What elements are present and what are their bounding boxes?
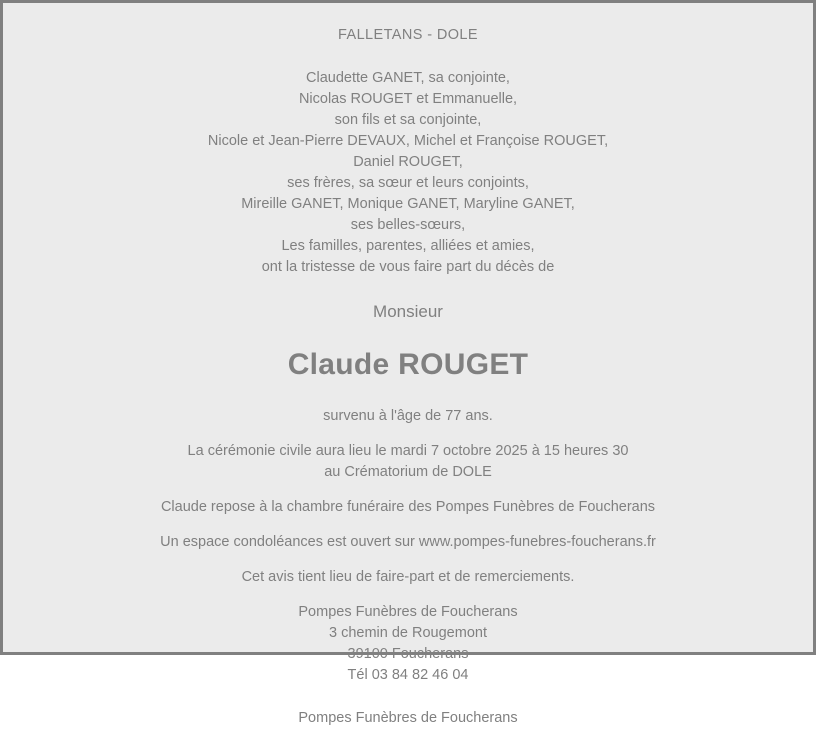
family-line: Claudette GANET, sa conjointe, [306, 70, 510, 86]
repose-block [43, 497, 773, 518]
acknowledgment-block [43, 567, 773, 588]
spacer [43, 518, 773, 532]
family-line: Daniel ROUGET, [353, 154, 463, 170]
family-line: son fils et sa conjointe, [334, 112, 482, 128]
family-block [43, 68, 773, 278]
condolences-line: Un espace condoléances est ouvert sur www.pompes-funebres-foucherans.fr [160, 534, 656, 550]
spacer [43, 553, 773, 567]
condolences-block [43, 532, 773, 553]
family-line: Mireille GANET, Monique GANET, Maryline GANET, [241, 196, 575, 212]
spacer [43, 427, 773, 441]
family-line: ont la tristesse de vous faire part du décès de [261, 259, 555, 275]
spacer [43, 588, 773, 602]
age-at-death: survenu à l'âge de 77 ans. [323, 408, 493, 424]
ceremony-line: La cérémonie civile aura lieu le mardi 7 octobre 2025 à 15 heures 30 [187, 443, 629, 459]
funeral-home-block [43, 602, 773, 686]
family-line: ses frères, sa sœur et leurs conjoints, [287, 175, 529, 191]
locality-heading: FALLETANS - DOLE [338, 27, 478, 43]
family-line: Nicole et Jean-Pierre DEVAUX, Michel et Françoise ROUGET, [207, 133, 609, 149]
spacer [43, 278, 773, 300]
family-line: Les familles, parentes, alliées et amies, [281, 238, 535, 254]
spacer [43, 483, 773, 497]
footer-block [43, 708, 773, 729]
footer-line: Pompes Funèbres de Foucherans [298, 710, 518, 726]
funeral-home-street: 3 chemin de Rougemont [329, 625, 487, 641]
acknowledgment-line: Cet avis tient lieu de faire-part et de remerciements. [241, 569, 575, 585]
deceased-name: Claude ROUGET [287, 348, 529, 381]
family-line: Nicolas ROUGET et Emmanuelle, [298, 91, 518, 107]
funeral-home-city: 39100 Foucherans [347, 646, 469, 662]
spacer [43, 324, 773, 346]
repose-line: Claude repose à la chambre funéraire des Pompes Funèbres de Foucherans [160, 499, 656, 515]
honorific: Monsieur [373, 302, 443, 321]
family-line: ses belles-sœurs, [350, 217, 466, 233]
spacer [43, 686, 773, 708]
spacer [43, 384, 773, 406]
ceremony-block [43, 441, 773, 483]
spacer [43, 46, 773, 68]
funeral-home-name: Pompes Funèbres de Foucherans [298, 604, 518, 620]
ceremony-line: au Crématorium de DOLE [324, 464, 492, 480]
funeral-home-phone: Tél 03 84 82 46 04 [347, 667, 469, 683]
